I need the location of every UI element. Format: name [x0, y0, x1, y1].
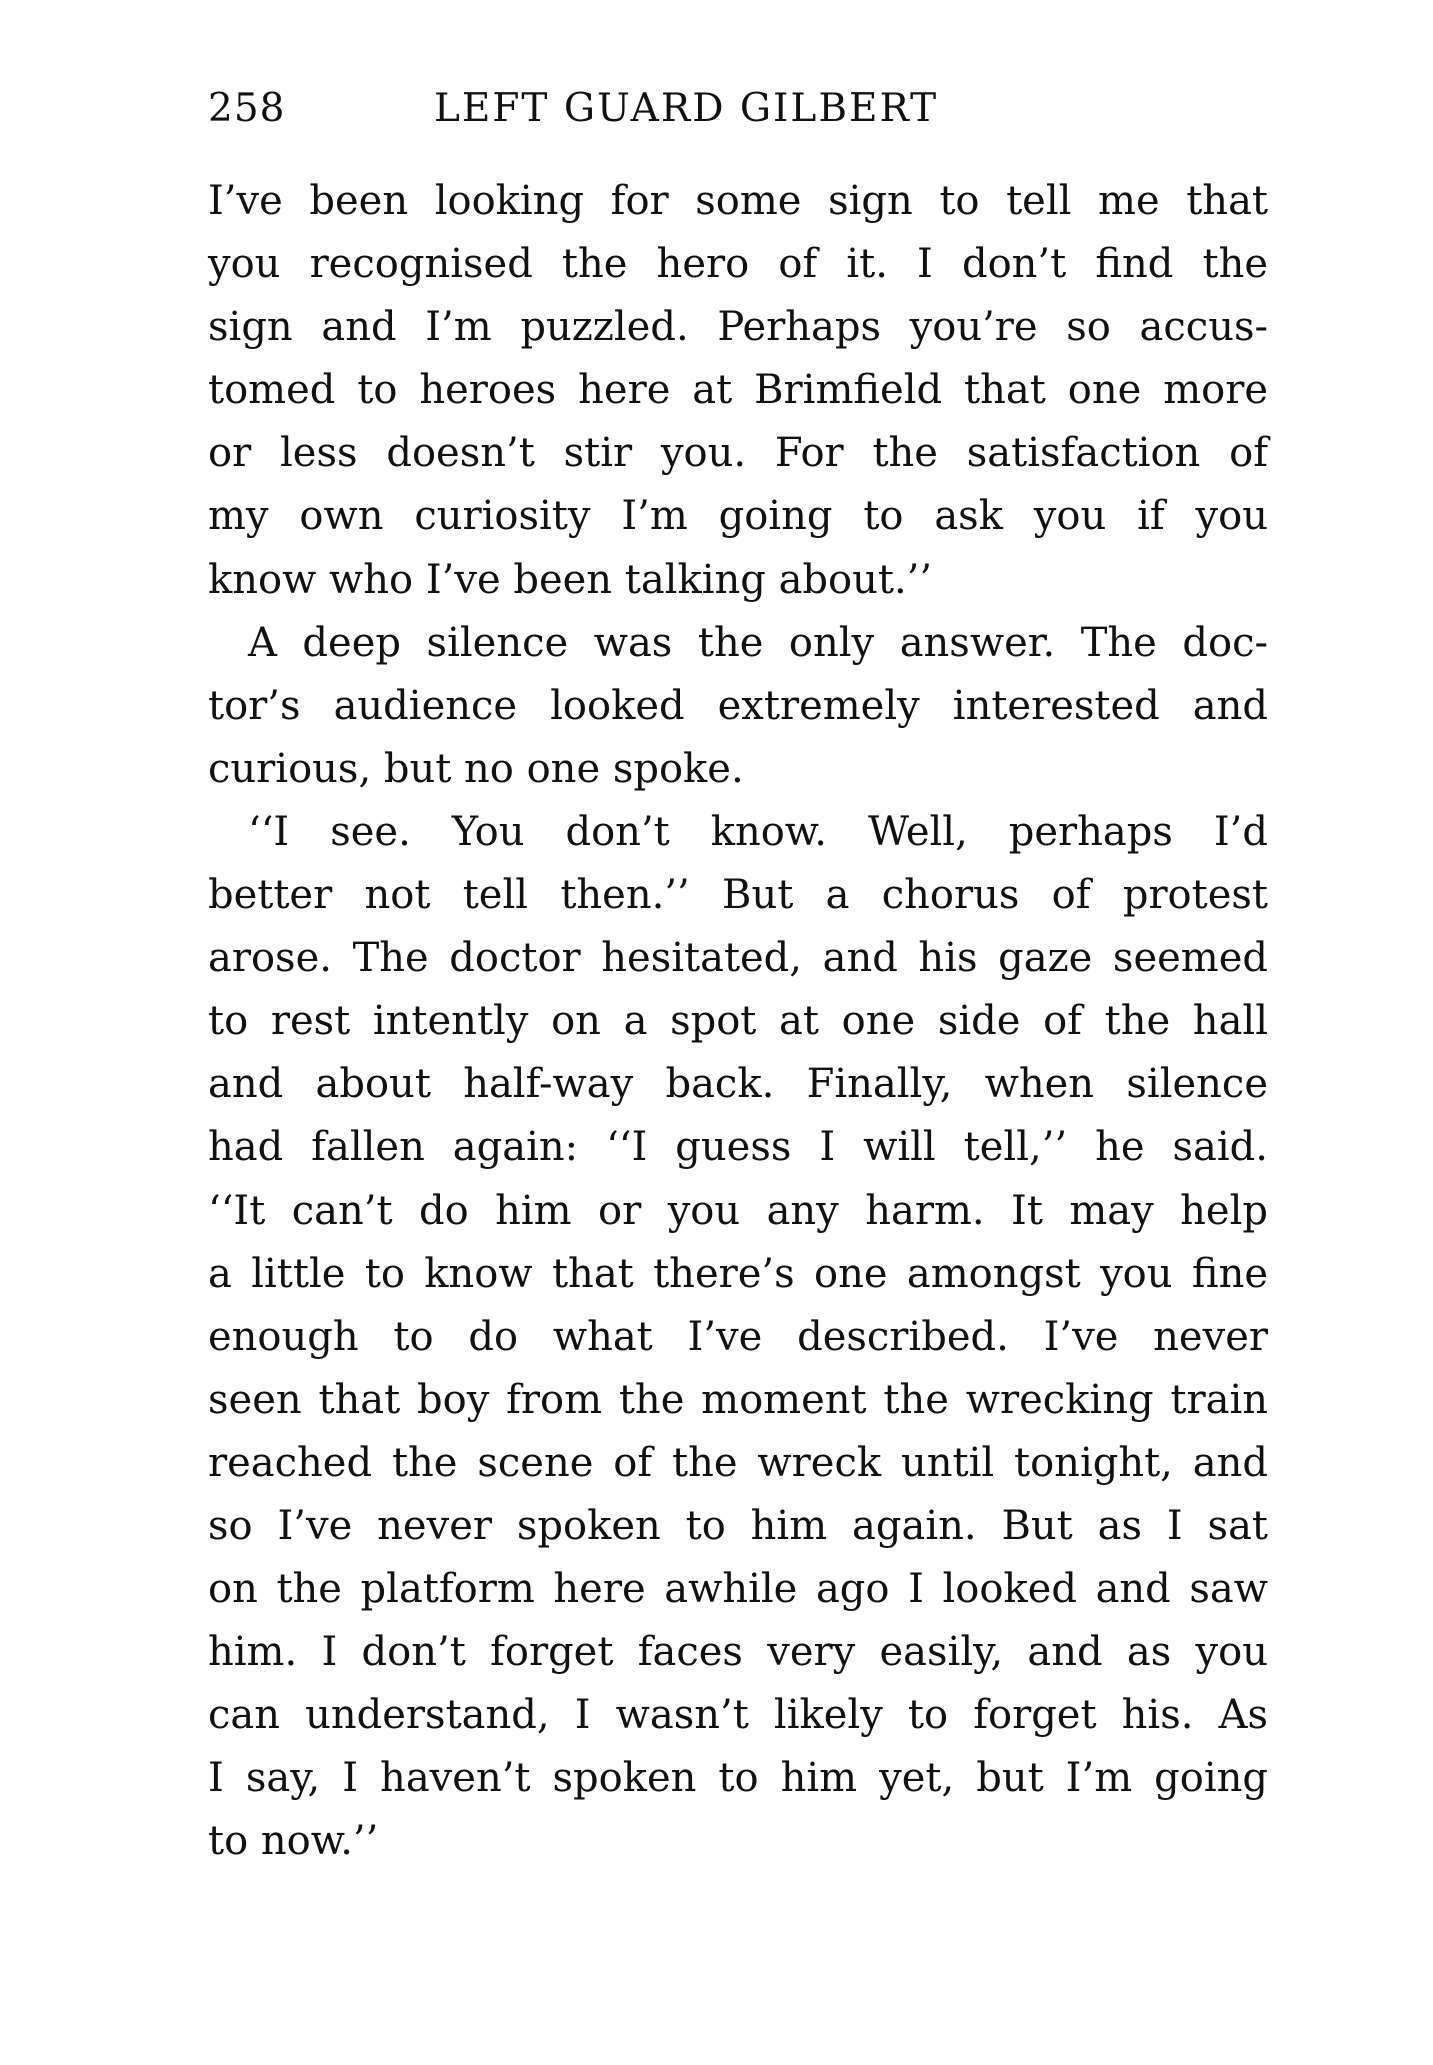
text-line: know who I’ve been talking about.’’	[208, 556, 933, 603]
text-line: on the platform here awhile ago I looked and saw	[208, 1566, 1268, 1613]
text-line: reached the scene of the wreck until tonight, and	[208, 1439, 1268, 1486]
text-line: to now.’’	[208, 1818, 379, 1865]
text-line: tomed to heroes here at Brimfield that one more	[208, 367, 1268, 414]
text-line: had fallen again: ‘‘I guess I will tell,’’ he said.	[208, 1124, 1268, 1171]
text-line: enough to do what I’ve described. I’ve never	[208, 1313, 1268, 1360]
text-line: him. I don’t forget faces very easily, and as you	[208, 1629, 1268, 1676]
page-header	[208, 86, 1268, 136]
text-line: so I’ve never spoken to him again. But as I sat	[208, 1502, 1268, 1549]
text-line: can understand, I wasn’t likely to forget his. As	[208, 1692, 1268, 1739]
text-line: my own curiosity I’m going to ask you if you	[208, 493, 1268, 540]
text-line: and about half-way back. Finally, when silence	[208, 1061, 1268, 1108]
text-line: A deep silence was the only answer. The doc-	[248, 619, 1268, 666]
text-line: seen that boy from the moment the wrecking train	[208, 1376, 1268, 1423]
page-number: 258	[208, 86, 286, 131]
text-line: a little to know that there’s one amongst you fine	[208, 1250, 1268, 1297]
text-line: or less doesn’t stir you. For the satisfaction of	[208, 430, 1268, 477]
text-line: I say, I haven’t spoken to him yet, but I’m going	[208, 1755, 1268, 1802]
text-line: arose. The doctor hesitated, and his gaze seemed	[208, 935, 1268, 982]
text-line: to rest intently on a spot at one side of the hall	[208, 998, 1268, 1045]
running-title: LEFT GUARD GILBERT	[434, 86, 939, 131]
text-line: better not tell then.’’ But a chorus of protest	[208, 872, 1268, 919]
text-line: tor’s audience looked extremely interested and	[208, 682, 1268, 729]
text-line: you recognised the hero of it. I don’t find the	[208, 241, 1268, 288]
text-line: ‘‘I see. You don’t know. Well, perhaps I’d	[248, 808, 1268, 855]
text-line: sign and I’m puzzled. Perhaps you’re so accus-	[208, 304, 1268, 351]
text-line: curious, but no one spoke.	[208, 745, 744, 792]
text-line: I’ve been looking for some sign to tell me that	[208, 178, 1268, 224]
body-text	[208, 170, 1268, 1874]
text-line: ‘‘It can’t do him or you any harm. It may help	[208, 1187, 1268, 1234]
